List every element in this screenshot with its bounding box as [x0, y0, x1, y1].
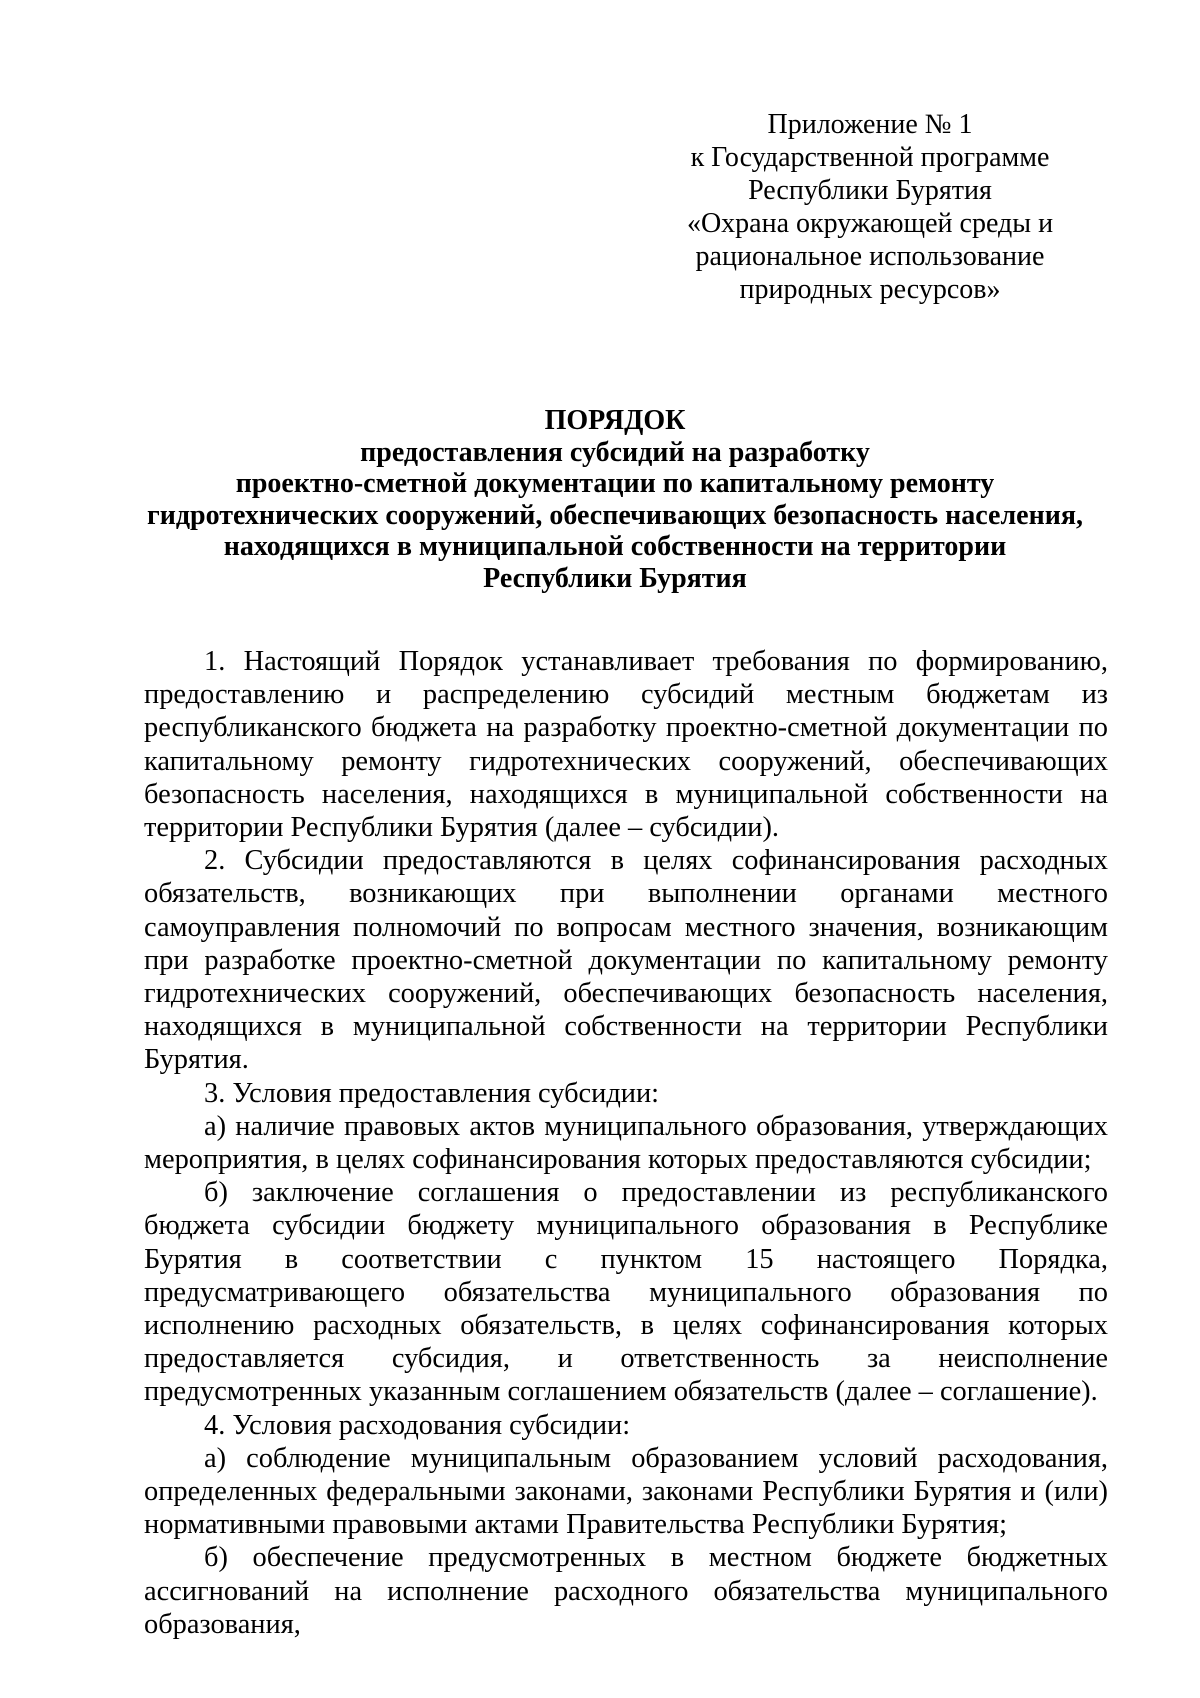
document-title	[130, 405, 1100, 594]
paragraph-3: 3. Условия предоставления субсидии:	[204, 1077, 660, 1109]
paragraph-1: 1. Настоящий Порядок устанавливает требования по формированию, предоставлению и распределению субсидий местным бюджетам из республиканского бюджета на разработку проектно-сметной документации по капитальному ремонту гидротехнических сооружений, обеспечивающих безопасность населения, находящихся в муниципальной собственности на территории Республики Бурятия (далее – субсидии).	[144, 646, 1108, 844]
title-line: проектно-сметной документации по капитальному ремонту	[235, 468, 995, 499]
appendix-line: «Охрана окружающей среды и	[686, 208, 1054, 239]
appendix-line: природных ресурсов»	[739, 274, 1001, 305]
paragraph-4a: а) соблюдение муниципальным образованием условий расходования, определенных федеральными законами, законами Республики Бурятия и (или) нормативными правовыми актами Правительства Республики Бурятия;	[144, 1442, 1108, 1541]
appendix-line: Приложение № 1	[767, 109, 973, 140]
title-heading: ПОРЯДОК	[544, 405, 686, 436]
title-line: гидротехнических сооружений, обеспечивающих безопасность населения,	[147, 499, 1083, 531]
paragraph-4: 4. Условия расходования субсидии:	[204, 1409, 631, 1441]
title-line: Республики Бурятия	[483, 562, 747, 594]
paragraph-3b: б) заключение соглашения о предоставлении из республиканского бюджета субсидии бюджету муниципального образования в Республике Бурятия в соответствии с пунктом 15 настоящего Порядка, предусматривающего обязательства муниципального образования по исполнению расходных обязательств, в целях софинансирования которых предоставляется субсидия, и ответственность за неисполнение предусмотренных указанным соглашением обязательств (далее – соглашение).	[144, 1177, 1108, 1408]
appendix-line: к Государственной программе	[690, 142, 1050, 173]
appendix-line: Республики Бурятия	[748, 175, 992, 206]
appendix-line: рациональное использование	[695, 241, 1045, 272]
appendix-header	[640, 108, 1100, 306]
document-body	[144, 645, 1108, 1641]
title-line: находящихся в муниципальной собственности на территории	[223, 531, 1007, 562]
title-line: предоставления субсидий на разработку	[360, 436, 870, 468]
paragraph-3a: а) наличие правовых актов муниципального образования, утверждающих мероприятия, в целях софинансирования которых предоставляются субсидии;	[144, 1110, 1108, 1176]
paragraph-4b: б) обеспечение предусмотренных в местном бюджете бюджетных ассигнований на исполнение расходного обязательства муниципального образования,	[144, 1542, 1108, 1640]
paragraph-2: 2. Субсидии предоставляются в целях софинансирования расходных обязательств, возникающих при выполнении органами местного самоуправления полномочий по вопросам местного значения, возникающим при разработке проектно-сметной документации по капитальному ремонту гидротехнических сооружений, обеспечивающих безопасность населения, находящихся в муниципальной собственности на территории Республики Бурятия.	[144, 845, 1108, 1076]
